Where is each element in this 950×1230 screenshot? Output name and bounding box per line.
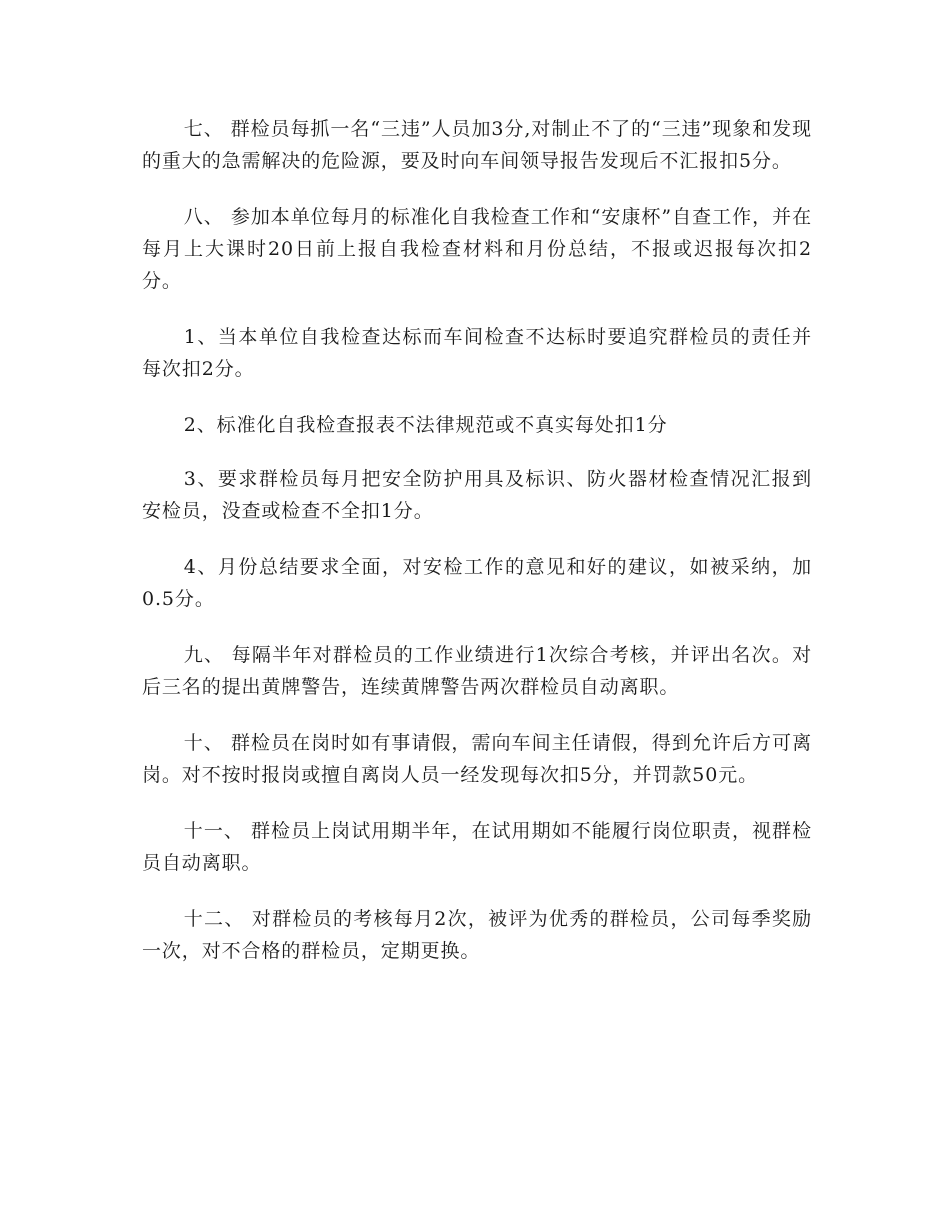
paragraph-subitem-1: 1、当本单位自我检查达标而车间检查不达标时要追究群检员的责任并每次扣2分。: [142, 326, 812, 380]
paragraph-item-11: 十一、 群检员上岗试用期半年，在试用期如不能履行岗位职责，视群检员自动离职。: [142, 820, 812, 874]
paragraph-item-9: 九、 每隔半年对群检员的工作业绩进行1次综合考核，并评出名次。对后三名的提出黄牌警告，连续黄牌警告两次群检员自动离职。: [142, 644, 812, 698]
paragraph-subitem-3: 3、要求群检员每月把安全防护用具及标识、防火器材检查情况汇报到安检员，没查或检查不全扣1分。: [142, 468, 812, 522]
paragraph-item-7: 七、 群检员每抓一名“三违”人员加3分,对制止不了的“三违”现象和发现的重大的急需解决的危险源，要及时向车间领导报告发现后不汇报扣5分。: [142, 118, 812, 172]
paragraph-subitem-4: 4、月份总结要求全面，对安检工作的意见和好的建议，如被采纳，加0.5分。: [142, 556, 812, 610]
paragraph-item-10: 十、 群检员在岗时如有事请假，需向车间主任请假，得到允许后方可离岗。对不按时报岗或擅自离岗人员一经发现每次扣5分，并罚款50元。: [142, 732, 812, 786]
paragraph-item-8: 八、 参加本单位每月的标准化自我检查工作和“安康杯”自查工作，并在每月上大课时20日前上报自我检查材料和月份总结，不报或迟报每次扣2分。: [142, 206, 812, 292]
paragraph-subitem-2: 2、标准化自我检查报表不法律规范或不真实每处扣1分: [183, 414, 668, 436]
document-body: [142, 113, 812, 991]
paragraph-item-12: 十二、 对群检员的考核每月2次，被评为优秀的群检员，公司每季奖励一次，对不合格的群检员，定期更换。: [142, 908, 812, 962]
